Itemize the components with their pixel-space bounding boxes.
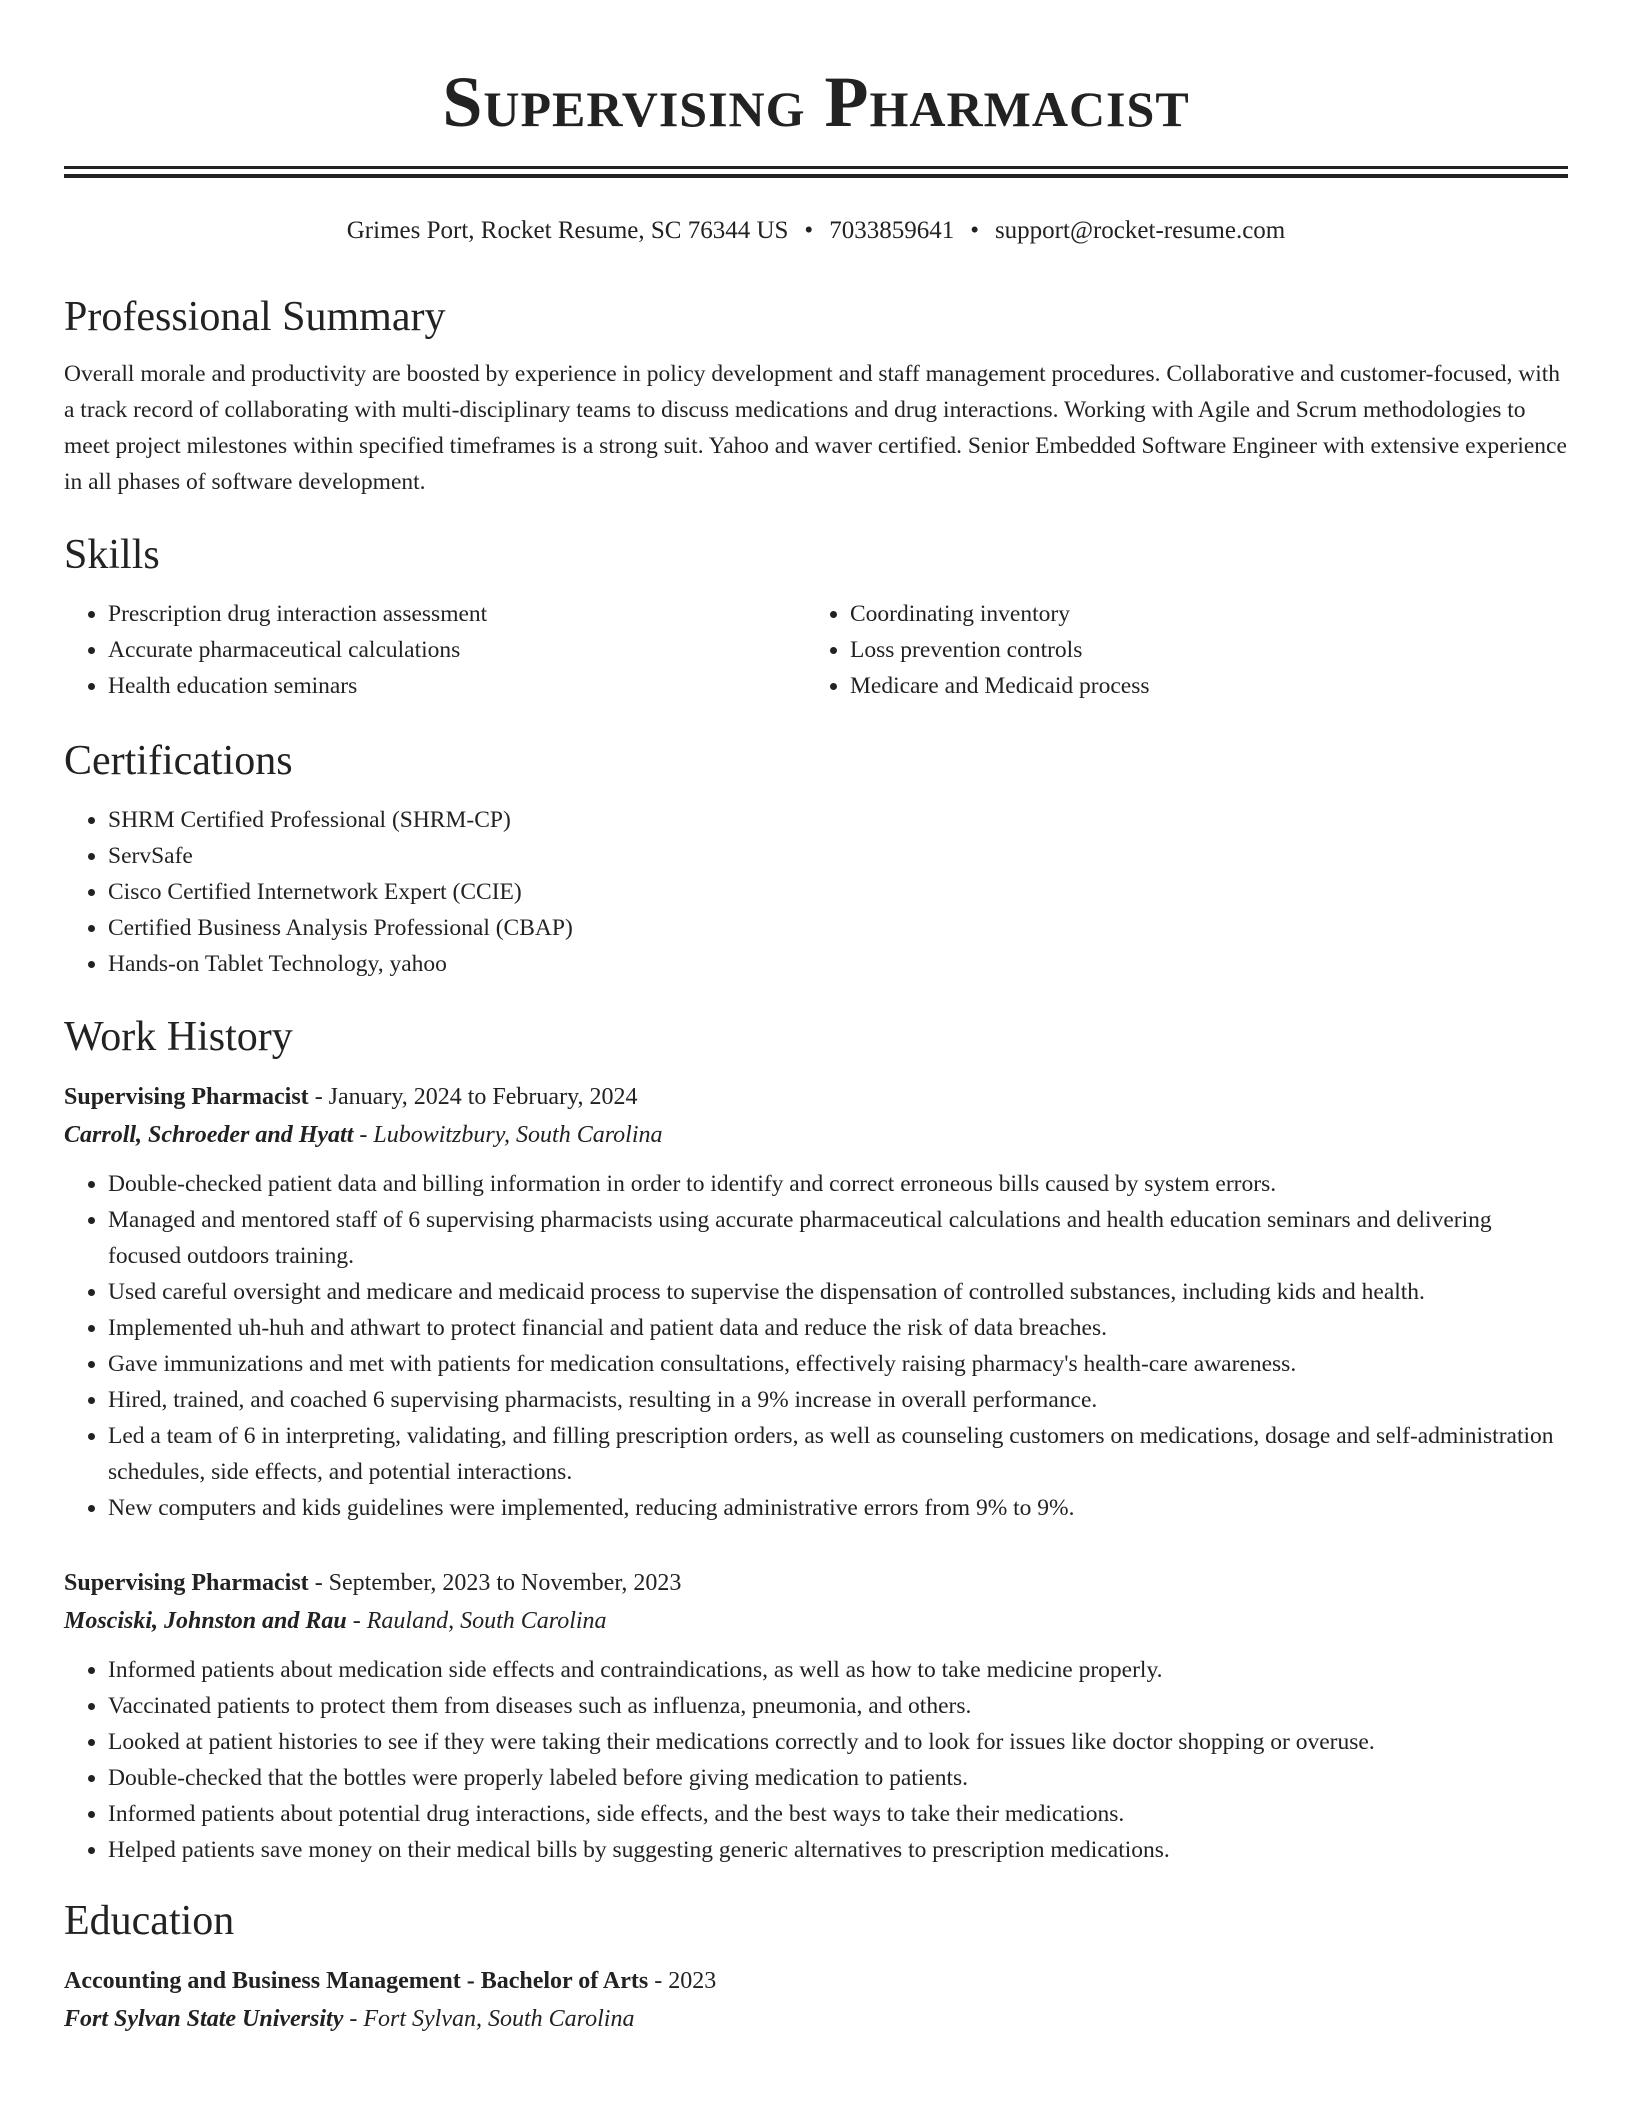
job-bullet: • Gave immunizations and met with patients for medication consultations, effectively raising pharmacy's health-care awareness. — [108, 1346, 1568, 1382]
contact-separator: • — [804, 217, 814, 244]
job-bullet: • Informed patients about medication side effects and contraindications, as well as how to take medicine properly. — [108, 1652, 1568, 1688]
job-location: - Rauland, South Carolina — [346, 1608, 607, 1634]
job-bullet: • Used careful oversight and medicare and medicaid process to supervise the dispensation of controlled substances, including kids and health. — [108, 1274, 1568, 1310]
job-title-line — [64, 1078, 1568, 1116]
education-location: - Fort Sylvan, South Carolina — [343, 2006, 635, 2032]
contact-line — [64, 216, 1568, 246]
header-divider — [64, 166, 1568, 178]
skills-grid — [64, 596, 1568, 704]
job-company-line — [64, 1602, 1568, 1640]
certification-item: • SHRM Certified Professional (SHRM-CP) — [108, 802, 1568, 838]
job-bullets — [64, 1166, 1568, 1526]
job-bullets — [64, 1652, 1568, 1868]
candidate-name: Supervising Pharmacist — [442, 62, 1190, 142]
skill-item: • Loss prevention controls — [850, 632, 1548, 668]
job-title-line — [64, 1564, 1568, 1602]
job-company-line — [64, 1116, 1568, 1154]
certification-item: • ServSafe — [108, 838, 1568, 874]
skill-item: • Health education seminars — [108, 668, 806, 704]
job-location: - Lubowitzbury, South Carolina — [353, 1122, 663, 1148]
job-bullet: • Led a team of 6 in interpreting, validating, and filling prescription orders, as well as counseling customers on medications, dosage and self-administration schedules, side effects, and potential interactions. — [108, 1418, 1568, 1490]
skills-heading: Skills — [64, 532, 160, 578]
contact-address: Grimes Port, Rocket Resume, SC 76344 US — [346, 217, 789, 244]
job-bullet: • Managed and mentored staff of 6 supervising pharmacists using accurate pharmaceutical calculations and health education seminars and delivering focused outdoors training. — [108, 1202, 1568, 1274]
job-role: Supervising Pharmacist — [64, 1570, 309, 1596]
certification-item: • Certified Business Analysis Professional (CBAP) — [108, 910, 1568, 946]
summary-text: Overall morale and productivity are boosted by experience in policy development and staff management procedures. Collaborative and customer-focused, with a track record of collaborating with multi-disciplinary teams to discuss medications and drug interactions. Working with Agile and Scrum methodologies to meet project milestones within specified timeframes is a strong suit. Yahoo and waver certified. Senior Embedded Software Engineer with extensive experience in all phases of software development. — [64, 361, 1567, 495]
skill-item: • Accurate pharmaceutical calculations — [108, 632, 806, 668]
education-school: Fort Sylvan State University — [64, 2006, 344, 2032]
education-year: - 2023 — [648, 1968, 717, 1994]
certification-item: • Hands-on Tablet Technology, yahoo — [108, 946, 1568, 982]
summary-heading: Professional Summary — [64, 294, 446, 340]
skill-item: • Coordinating inventory — [850, 596, 1548, 632]
job-bullet: • Helped patients save money on their medical bills by suggesting generic alternatives to prescription medications. — [108, 1832, 1568, 1868]
contact-email: support@rocket-resume.com — [994, 217, 1286, 244]
job-bullet: • Vaccinated patients to protect them from diseases such as influenza, pneumonia, and others. — [108, 1688, 1568, 1724]
job-entry — [64, 1078, 1568, 1526]
job-entry — [64, 1564, 1568, 1868]
certifications-heading: Certifications — [64, 738, 293, 784]
skills-column-right — [806, 596, 1548, 704]
job-dates: - January, 2024 to February, 2024 — [308, 1084, 638, 1110]
education-heading: Education — [64, 1898, 235, 1944]
job-bullet: • Double-checked patient data and billing information in order to identify and correct erroneous bills caused by system errors. — [108, 1166, 1568, 1202]
job-company: Carroll, Schroeder and Hyatt — [64, 1122, 354, 1148]
skills-column-left — [64, 596, 806, 704]
job-role: Supervising Pharmacist — [64, 1084, 309, 1110]
job-dates: - September, 2023 to November, 2023 — [308, 1570, 682, 1596]
job-bullet: • Implemented uh-huh and athwart to protect financial and patient data and reduce the risk of data breaches. — [108, 1310, 1568, 1346]
job-company: Mosciski, Johnston and Rau — [64, 1608, 347, 1634]
divider-line-bottom — [64, 174, 1568, 178]
job-bullet: • Informed patients about potential drug interactions, side effects, and the best ways to take their medications. — [108, 1796, 1568, 1832]
job-bullet: • Double-checked that the bottles were properly labeled before giving medication to patients. — [108, 1760, 1568, 1796]
contact-separator: • — [970, 217, 979, 244]
education-school-line — [64, 2000, 1568, 2038]
job-bullet: • Looked at patient histories to see if they were taking their medications correctly and to look for issues like doctor shopping or overuse. — [108, 1724, 1568, 1760]
education-degree-line — [64, 1962, 1568, 2000]
job-bullet: • Hired, trained, and coached 6 supervising pharmacists, resulting in a 9% increase in overall performance. — [108, 1382, 1568, 1418]
contact-phone: 7033859641 — [829, 217, 955, 244]
work-history-heading: Work History — [64, 1014, 293, 1060]
job-bullet: • New computers and kids guidelines were implemented, reducing administrative errors from 9% to 9%. — [108, 1490, 1568, 1526]
certification-item: • Cisco Certified Internetwork Expert (CCIE) — [108, 874, 1568, 910]
education-degree: Accounting and Business Management - Bachelor of Arts — [64, 1968, 649, 1994]
skill-item: • Medicare and Medicaid process — [850, 668, 1548, 704]
certifications-list — [64, 802, 1568, 982]
skill-item: • Prescription drug interaction assessment — [108, 596, 806, 632]
